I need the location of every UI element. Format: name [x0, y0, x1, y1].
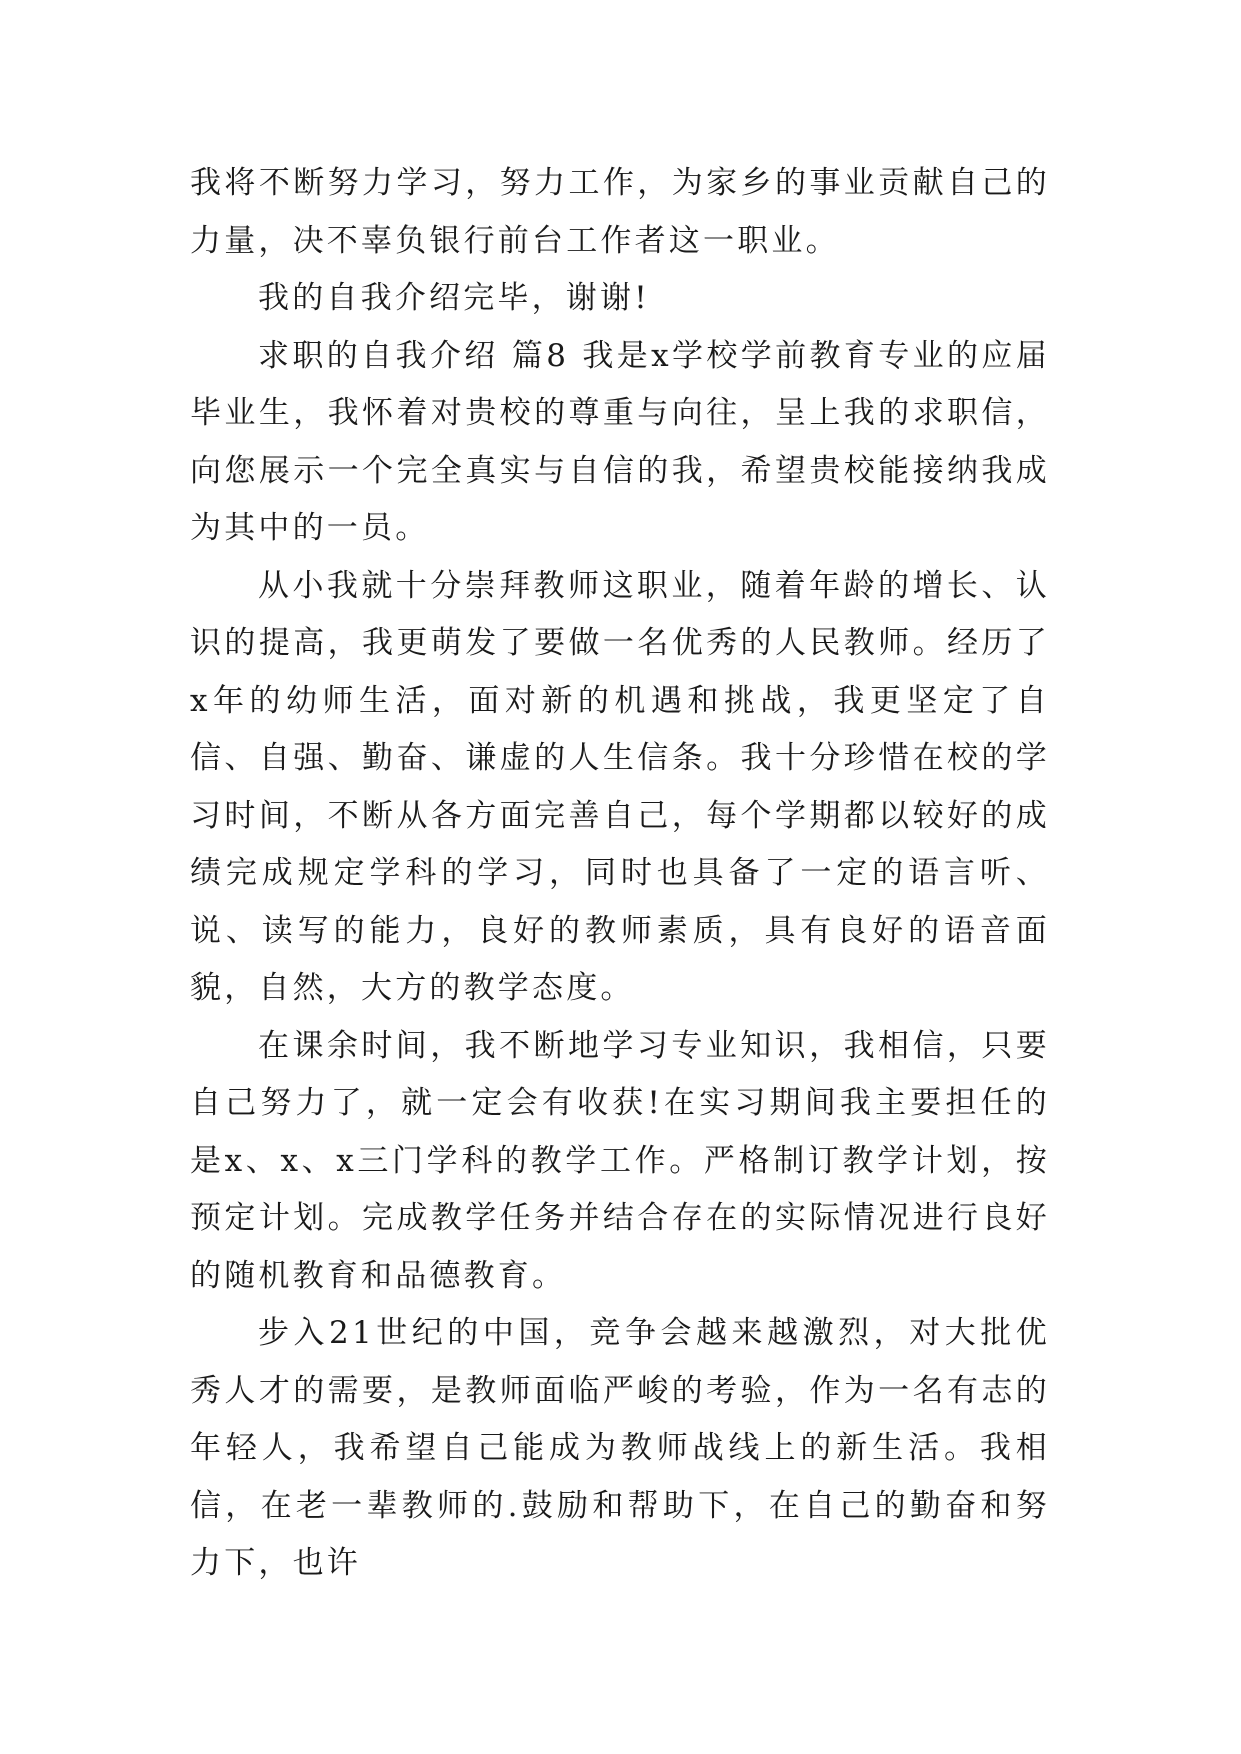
paragraph-future: 步入21世纪的中国，竞争会越来越激烈，对大批优秀人才的需要，是教师面临严峻的考验，作为一名有志的年轻人，我希望自己能成为教师战线上的新生活。我相信，在老一辈教师的.鼓励和帮助下，在自己的勤奋和努力下，也许 [190, 1315, 1050, 1581]
body-text [190, 155, 1050, 1593]
paragraph-closing: 我的自我介绍完毕，谢谢! [258, 280, 650, 316]
paragraph-career-aspiration: 从小我就十分崇拜教师这职业，随着年龄的增长、认识的提高，我更萌发了要做一名优秀的人民教师。经历了x年的幼师生活，面对新的机遇和挑战，我更坚定了自信、自强、勤奋、谦虚的人生信条。我十分珍惜在校的学习时间，不断从各方面完善自己，每个学期都以较好的成绩完成规定学科的学习，同时也具备了一定的语言听、说、读写的能力，良好的教师素质，具有良好的语音面貌，自然，大方的教学态度。 [190, 567, 1050, 1006]
paragraph-continuation: 我将不断努力学习，努力工作，为家乡的事业贡献自己的力量，决不辜负银行前台工作者这一职业。 [190, 165, 1050, 259]
paragraph-section-8-intro: 求职的自我介绍 篇8 我是x学校学前教育专业的应届毕业生，我怀着对贵校的尊重与向往，呈上我的求职信，向您展示一个完全真实与自信的我，希望贵校能接纳我成为其中的一员。 [190, 337, 1050, 546]
paragraph-internship: 在课余时间，我不断地学习专业知识，我相信，只要自己努力了，就一定会有收获!在实习期间我主要担任的是x、x、x三门学科的教学工作。严格制订教学计划，按预定计划。完成教学任务并结合存在的实际情况进行良好的随机教育和品德教育。 [190, 1027, 1050, 1294]
